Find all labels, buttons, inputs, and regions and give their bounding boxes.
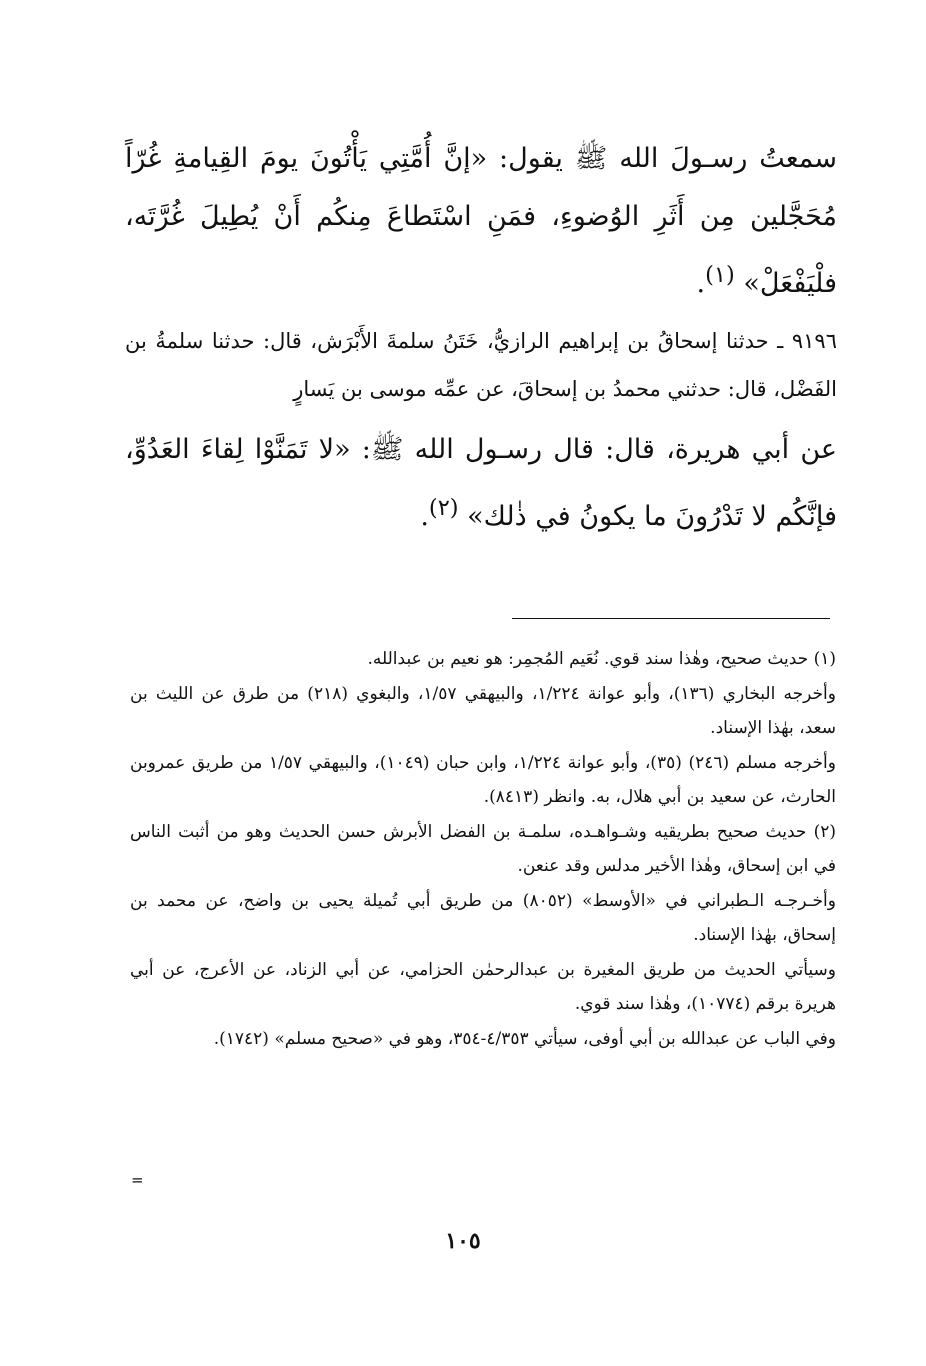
hadith-text-1-body: سمعتُ رسـولَ الله ﷺ يقول: «إنَّ أُمَّتِي يَأْتُونَ يومَ القِيامةِ غُرّاً مُحَجَّلين مِن أَثَرِ الوُضوءِ، فمَنِ اسْتَطاعَ مِنكُم أَنْ يُطِيلَ غُرَّتَه، فلْيَفْعَلْ» — [125, 143, 838, 299]
hadith-text-1-end: . — [696, 268, 706, 299]
footnote-1-takhrij-a: وأخرجه البخاري (١٣٦)، وأبو عوانة ١/٢٢٤، والبيهقي ١/٥٧، والبغوي (٢١٨) من طرق عن الليث بن سعد، بهٰذا الإسناد. — [130, 683, 836, 738]
hadith-isnad — [125, 317, 837, 413]
page-number: ١٠٥ — [445, 1228, 481, 1254]
footnote-2-takhrij-b: وسيأتي الحديث من طريق المغيرة بن عبدالرحمٰن الحزامي، عن أبي الزناد، عن الأعرج، عن أبي هريرة برقم (١٠٧٧٤)، وهٰذا سند قوي. — [130, 959, 836, 1014]
continuation-mark: = — [131, 1171, 144, 1189]
footnote-separator — [512, 618, 830, 619]
footnote-2-takhrij-a: وأخـرجـه الـطبراني في «الأوسط» (٨٠٥٢) من طريق أبي تُميلة يحيى بن واضح، عن محمد بن إسحاق، بهٰذا الإسناد. — [130, 890, 836, 945]
hadith-text-1 — [125, 130, 837, 313]
footnote-2-grade: (٢) حديث صحيح بطريقيه وشـواهـده، سلمـة بن الفضل الأبرش حسن الحديث وهو من أثبت الناس في ابن إسحاق، وهٰذا الأخير مدلس وقد عنعن. — [130, 821, 836, 876]
footnote-1-grade: (١) حديث صحيح، وهٰذا سند قوي. نُعَيم المُجمِر: هو نعيم بن عبدالله. — [367, 649, 836, 669]
footnote-1-takhrij-b: وأخرجه مسلم (٢٤٦) (٣٥)، وأبو عوانة ١/٢٢٤، وابن حبان (١٠٤٩)، والبيهقي ١/٥٧ من طريق عمروبن الحارث، عن سعيد بن أبي هلال، به. وانظر (٨٤١٣). — [130, 752, 836, 807]
main-text — [125, 130, 837, 546]
footnote-marker-2: (٢) — [428, 495, 459, 521]
hadith-number: ٩١٩٦ ـ — [777, 329, 837, 353]
hadith-text-2 — [125, 421, 837, 546]
footnote-2-takhrij-c: وفي الباب عن عبدالله بن أبي أوفى، سيأتي ٤/٣٥٣-٣٥٤، وهو في «صحيح مسلم» (١٧٤٢). — [213, 1028, 836, 1049]
isnad-text: حدثنا إسحاقُ بن إبراهيم الرازيُّ، خَتَنُ سلمةَ الأَبْرَش، قال: حدثنا سلمةُ بن الفَضْل، قال: حدثني محمدُ بن إسحاقَ، عن عمِّه موسى بن يَسارٍ — [125, 329, 837, 401]
hadith-text-2-body: عن أبي هريرة، قال: قال رسـول الله ﷺ: «لا تَمَنَّوْا لِقاءَ العَدُوِّ، فإنَّكُم لا تَدْرُونَ ما يكونُ في ذٰلك» — [125, 434, 837, 532]
footnote-marker-1: (١) — [705, 262, 735, 288]
footnotes — [130, 642, 836, 1056]
hadith-text-2-end: . — [420, 501, 429, 532]
